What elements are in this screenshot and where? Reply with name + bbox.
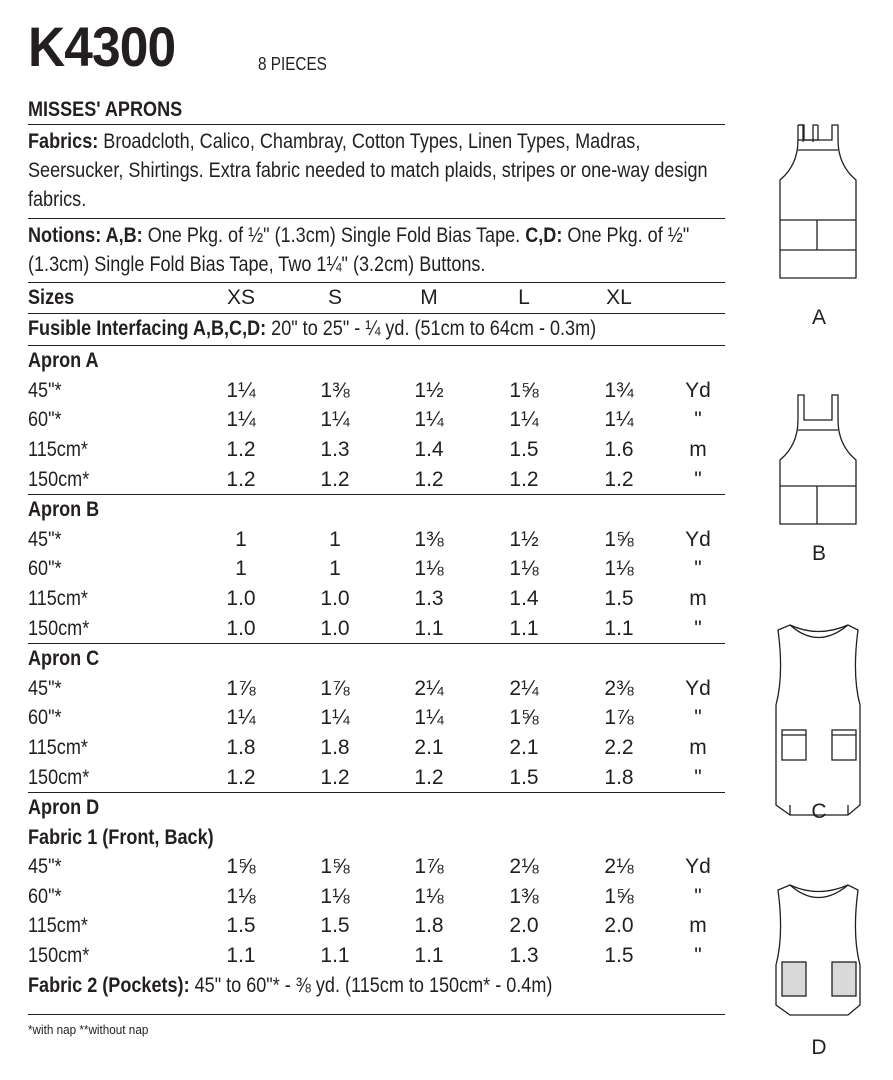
yardage-value: 1⅝ — [604, 884, 634, 908]
yardage-value: 1⅛ — [604, 557, 634, 581]
yardage-value: 1.2 — [320, 467, 350, 491]
yardage-value: 1¼ — [226, 706, 256, 730]
unit-label: " — [694, 467, 702, 491]
yardage-value: 2⅛ — [509, 855, 539, 879]
yardage-value: 1.5 — [604, 944, 634, 968]
yardage-value: 1½ — [509, 527, 539, 551]
apron-c-drawing — [776, 625, 860, 815]
yardage-value: 1⅝ — [320, 855, 350, 879]
width-label: 60"* — [28, 408, 62, 432]
size-l: L — [518, 286, 530, 309]
interfacing-label: Fusible Interfacing A,B,C,D: — [28, 316, 267, 340]
yardage-value: 1.2 — [604, 467, 634, 491]
yardage-row — [28, 763, 725, 793]
pieces-count: 8 PIECES — [258, 54, 327, 74]
apron-b-heading: Apron B — [28, 498, 100, 522]
yardage-value: 1.3 — [414, 586, 444, 610]
apron-d-subtitle: Fabric 1 (Front, Back) — [28, 825, 214, 849]
yardage-row — [28, 525, 725, 555]
yardage-value: 1.2 — [226, 437, 256, 461]
apron-a-yardage — [28, 376, 725, 494]
view-label-d: D — [811, 1036, 827, 1059]
yardage-row — [28, 435, 725, 465]
size-xl: XL — [606, 286, 632, 309]
yardage-value: 1¼ — [320, 408, 350, 432]
unit-label: Yd — [685, 527, 711, 551]
width-label: 150cm* — [28, 765, 90, 789]
yardage-value: 1.4 — [509, 586, 539, 610]
yardage-value: 2¼ — [414, 676, 444, 700]
yardage-value: 2.1 — [509, 735, 539, 759]
yardage-value: 2.2 — [604, 735, 634, 759]
interfacing-text: 20" to 25" - ¼ yd. (51cm to 64cm - 0.3m) — [266, 316, 597, 340]
yardage-value: 2.1 — [414, 735, 444, 759]
unit-label: " — [694, 408, 702, 432]
width-label: 115cm* — [28, 437, 88, 461]
yardage-value: 1.0 — [226, 616, 256, 640]
unit-label: Yd — [685, 676, 711, 700]
notions-ab-label: Notions: A,B: — [28, 224, 143, 247]
yardage-row — [28, 941, 725, 971]
fabrics-label: Fabrics: — [28, 130, 99, 153]
yardage-value: 1⅞ — [226, 676, 256, 700]
fabric2-label: Fabric 2 (Pockets): — [28, 973, 190, 997]
apron-a-drawing — [780, 125, 856, 278]
yardage-value: 1.2 — [226, 467, 256, 491]
yardage-value: 1.1 — [320, 944, 350, 968]
yardage-value: 1⅝ — [509, 378, 539, 402]
yardage-value: 1⅞ — [414, 855, 444, 879]
footnote: *with nap **without nap — [28, 1022, 149, 1037]
apron-d-yardage — [28, 852, 725, 970]
notions-cd-text: One Pkg. of ½" (1.3cm) Single Fold Bias Tape, Two 1¼" (3.2cm) Buttons. — [28, 224, 690, 276]
yardage-value: 1.8 — [320, 735, 350, 759]
yardage-value: 1¼ — [226, 408, 256, 432]
size-xs: XS — [226, 286, 255, 309]
yardage-value: 1¾ — [604, 378, 634, 402]
unit-label: m — [689, 914, 707, 938]
width-label: 45"* — [28, 527, 62, 551]
apron-c-yardage — [28, 674, 725, 792]
yardage-value: 1⅝ — [226, 855, 256, 879]
yardage-value: 1.2 — [226, 765, 256, 789]
width-label: 45"* — [28, 676, 62, 700]
yardage-value: 1.1 — [414, 616, 444, 640]
yardage-value: 1.1 — [226, 944, 256, 968]
fabrics-text: Broadcloth, Calico, Chambray, Cotton Types, Linen Types, Madras, Seersucker, Shirtings. Extra fabric needed to match plaids, stripes or one-way design fabrics. — [28, 130, 708, 211]
yardage-value: 1¼ — [414, 408, 444, 432]
yardage-value: 1.8 — [604, 765, 634, 789]
yardage-value: 1.2 — [414, 467, 444, 491]
fabrics-section — [28, 124, 725, 214]
pattern-number: K4300 — [28, 15, 176, 78]
yardage-value: 1.4 — [414, 437, 444, 461]
pattern-info-column — [28, 96, 725, 1015]
unit-label: " — [694, 557, 702, 581]
yardage-row — [28, 405, 725, 435]
fabric2-row — [28, 971, 725, 1001]
yardage-value: 1 — [235, 557, 247, 581]
yardage-value: 1.5 — [509, 437, 539, 461]
yardage-value: 1⅛ — [414, 884, 444, 908]
yardage-value: 1.0 — [226, 586, 256, 610]
yardage-value: 1½ — [414, 378, 444, 402]
yardage-value: 2.0 — [509, 914, 539, 938]
width-label: 45"* — [28, 855, 62, 879]
size-s: S — [327, 286, 342, 309]
yardage-row — [28, 852, 725, 882]
yardage-value: 1.5 — [226, 914, 256, 938]
yardage-value: 1.5 — [509, 765, 539, 789]
yardage-value: 2.0 — [604, 914, 634, 938]
apron-b-drawing — [780, 395, 856, 524]
yardage-value: 2⅛ — [604, 855, 634, 879]
yardage-value: 1⅝ — [509, 706, 539, 730]
size-m: M — [420, 286, 438, 309]
sizes-row — [28, 283, 725, 313]
yardage-value: 2¼ — [509, 676, 539, 700]
yardage-value: 1¼ — [320, 706, 350, 730]
width-label: 115cm* — [28, 735, 88, 759]
unit-label: Yd — [685, 855, 711, 879]
notions-ab-text: One Pkg. of ½" (1.3cm) Single Fold Bias Tape. — [142, 224, 526, 247]
yardage-value: 1⅜ — [414, 527, 444, 551]
fabric2-text: 45" to 60"* - ⅜ yd. (115cm to 150cm* - 0.4m) — [189, 973, 553, 997]
yardage-value: 1⅛ — [226, 884, 256, 908]
sizes-label: Sizes — [28, 286, 75, 309]
view-label-c: C — [811, 800, 827, 823]
yardage-value: 1.2 — [320, 765, 350, 789]
yardage-value: 1.8 — [226, 735, 256, 759]
unit-label: " — [694, 616, 702, 640]
yardage-value: 1.0 — [320, 616, 350, 640]
yardage-row — [28, 911, 725, 941]
yardage-row — [28, 584, 725, 614]
yardage-value: 1¼ — [226, 378, 256, 402]
width-label: 150cm* — [28, 616, 90, 640]
yardage-value: 1⅛ — [414, 557, 444, 581]
yardage-value: 1⅜ — [509, 884, 539, 908]
yardage-value: 1¼ — [604, 408, 634, 432]
width-label: 45"* — [28, 378, 62, 402]
view-label-a: A — [811, 306, 826, 329]
yardage-row — [28, 882, 725, 912]
yardage-value: 1.5 — [320, 914, 350, 938]
yardage-value: 1⅝ — [604, 527, 634, 551]
view-label-b: B — [811, 542, 826, 565]
notions-cd-label: C,D: — [525, 224, 563, 247]
width-label: 150cm* — [28, 467, 90, 491]
apron-a-heading: Apron A — [28, 349, 99, 373]
yardage-row — [28, 674, 725, 704]
yardage-value: 2⅜ — [604, 676, 634, 700]
yardage-row — [28, 465, 725, 495]
yardage-value: 1.1 — [604, 616, 634, 640]
yardage-value: 1⅞ — [320, 676, 350, 700]
width-label: 60"* — [28, 706, 62, 730]
apron-b-yardage — [28, 525, 725, 643]
yardage-value: 1¼ — [414, 706, 444, 730]
yardage-row — [28, 554, 725, 584]
unit-label: " — [694, 884, 702, 908]
unit-label: " — [694, 944, 702, 968]
yardage-value: 1.2 — [414, 765, 444, 789]
width-label: 115cm* — [28, 914, 88, 938]
yardage-value: 1.5 — [604, 586, 634, 610]
yardage-row — [28, 703, 725, 733]
yardage-value: 1¼ — [509, 408, 539, 432]
width-label: 60"* — [28, 557, 62, 581]
apron-d-heading: Apron D — [28, 796, 100, 820]
view-drawings — [760, 110, 880, 1070]
unit-label: " — [694, 706, 702, 730]
yardage-value: 1.2 — [509, 467, 539, 491]
width-label: 115cm* — [28, 586, 88, 610]
apron-d-drawing — [776, 885, 860, 1015]
yardage-value: 1.3 — [320, 437, 350, 461]
yardage-value: 1.1 — [509, 616, 539, 640]
yardage-value: 1.6 — [604, 437, 634, 461]
yardage-value: 1 — [235, 527, 247, 551]
yardage-row — [28, 376, 725, 406]
apron-c-heading: Apron C — [28, 647, 100, 671]
yardage-value: 1⅛ — [509, 557, 539, 581]
unit-label: Yd — [685, 378, 711, 402]
width-label: 150cm* — [28, 944, 90, 968]
unit-label: m — [689, 437, 707, 461]
yardage-value: 1⅜ — [320, 378, 350, 402]
yardage-value: 1.8 — [414, 914, 444, 938]
width-label: 60"* — [28, 884, 62, 908]
yardage-value: 1.0 — [320, 586, 350, 610]
yardage-row — [28, 733, 725, 763]
yardage-row — [28, 614, 725, 644]
yardage-value: 1⅛ — [320, 884, 350, 908]
notions-section — [28, 218, 725, 279]
yardage-value: 1⅞ — [604, 706, 634, 730]
unit-label: m — [689, 586, 707, 610]
unit-label: " — [694, 765, 702, 789]
pattern-title: MISSES' APRONS — [28, 98, 183, 121]
interfacing-row — [28, 314, 725, 344]
yardage-value: 1 — [329, 557, 341, 581]
unit-label: m — [689, 735, 707, 759]
yardage-value: 1.3 — [509, 944, 539, 968]
yardage-value: 1 — [329, 527, 341, 551]
apron-views-svg — [760, 110, 880, 1070]
yardage-value: 1.1 — [414, 944, 444, 968]
